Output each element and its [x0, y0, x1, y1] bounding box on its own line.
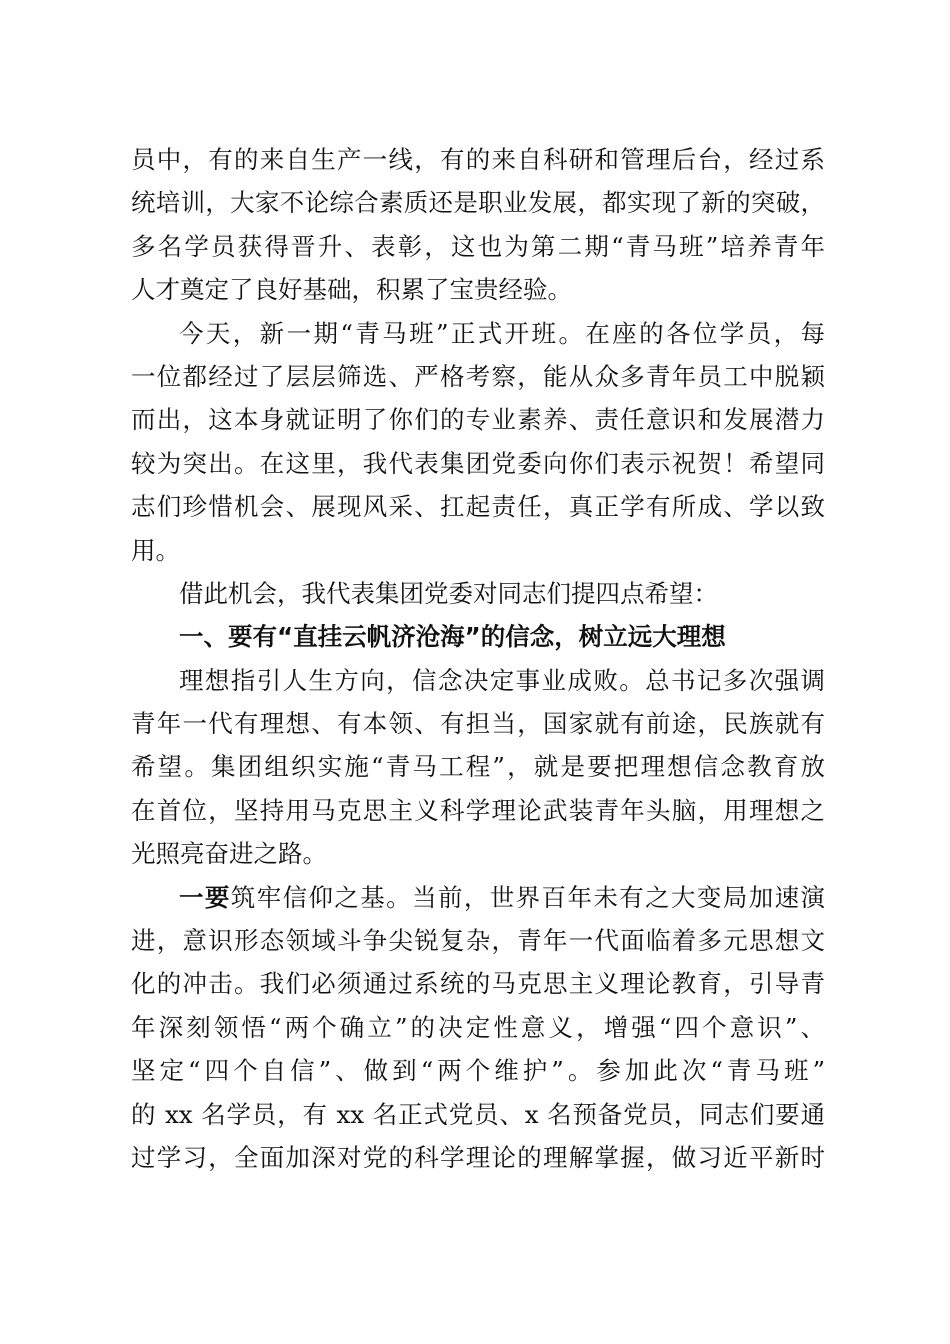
paragraph-line: 而出，这本身就证明了你们的专业素养、责任意识和发展潜力 [131, 405, 825, 435]
paragraph-line [131, 876, 825, 919]
paragraph-line: 员中，有的来自生产一线，有的来自科研和管理后台，经过系 [131, 145, 825, 174]
document-page [131, 138, 825, 1179]
paragraph-text: 筑牢信仰之基。当前，世界百年未有之大变局加速演 [230, 882, 826, 912]
paragraph-line: 坚定“四个自信”、做到“两个维护”。参加此次“青马班” [131, 1056, 825, 1086]
paragraph-line: 光照亮奋进之路。 [131, 839, 327, 869]
emphasis-lead: 一要 [179, 882, 231, 912]
section-heading: 一、要有“直挂云帆济沧海”的信念，树立远大理想 [179, 622, 726, 652]
paragraph-line: 人才奠定了良好基础，积累了宝贵经验。 [131, 275, 572, 305]
paragraph-line: 一位都经过了层层筛选、严格考察，能从众多青年员工中脱颖 [131, 361, 825, 391]
paragraph-line: 志们珍惜机会、展现风采、扛起责任，真正学有所成、学以致 [131, 492, 825, 522]
paragraph-line: 过学习，全面加深对党的科学理论的理解掌握，做习近平新时 [131, 1142, 825, 1172]
paragraph-line: 的 xx 名学员，有 xx 名正式党员、x 名预备党员，同志们要通 [131, 1099, 825, 1129]
paragraph-line: 在首位，坚持用马克思主义科学理论武装青年头脑，用理想之 [131, 795, 825, 825]
paragraph-line: 年深刻领悟“两个确立”的决定性意义，增强“四个意识”、 [131, 1012, 825, 1042]
paragraph-line: 希望。集团组织实施“青马工程”，就是要把理想信念教育放 [131, 752, 825, 782]
paragraph-line: 青年一代有理想、有本领、有担当，国家就有前途，民族就有 [131, 709, 825, 739]
paragraph-line: 今天，新一期“青马班”正式开班。在座的各位学员，每 [179, 318, 825, 348]
paragraph-line: 多名学员获得晋升、表彰，这也为第二期“青马班”培养青年 [131, 231, 825, 261]
paragraph-line: 统培训，大家不论综合素质还是职业发展，都实现了新的突破， [131, 188, 825, 218]
paragraph-line: 较为突出。在这里，我代表集团党委向你们表示祝贺！希望同 [131, 448, 825, 478]
paragraph-line: 化的冲击。我们必须通过系统的马克思主义理论教育，引导青 [131, 969, 825, 999]
paragraph-line: 进，意识形态领域斗争尖锐复杂，青年一代面临着多元思想文 [131, 926, 825, 956]
paragraph-line: 理想指引人生方向，信念决定事业成败。总书记多次强调 [179, 665, 825, 695]
paragraph-line: 用。 [131, 535, 180, 565]
paragraph-line: 借此机会，我代表集团党委对同志们提四点希望： [179, 578, 718, 608]
